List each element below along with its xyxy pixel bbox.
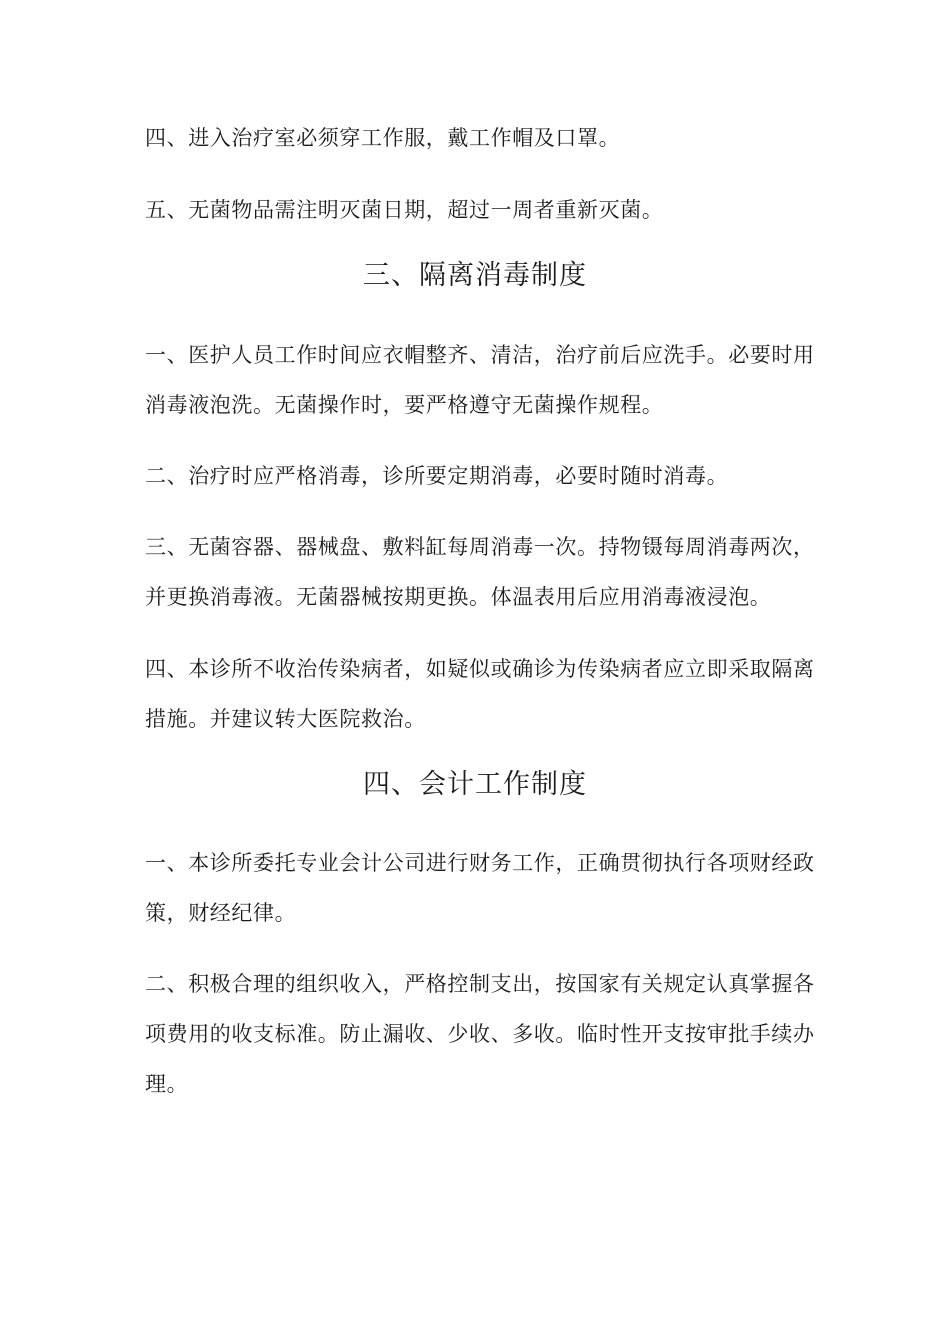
paragraph-line: 并更换消毒液。无菌器械按期更换。体温表用后应用消毒液浸泡。 — [145, 585, 772, 609]
paragraph-line: 一、医护人员工作时间应衣帽整齐、清洁，治疗前后应洗手。必要时用 — [145, 343, 815, 367]
section3-item-2 — [145, 451, 810, 501]
paragraph-line: 项费用的收支标准。防止漏收、少收、多收。临时性开支按审批手续办 — [145, 1022, 815, 1046]
section3-item-1 — [145, 330, 815, 430]
section3-item-3 — [145, 522, 815, 622]
paragraph-line: 二、积极合理的组织收入，严格控制支出，按国家有关规定认真掌握各 — [145, 972, 815, 996]
paragraph-line: 四、进入治疗室必须穿工作服，戴工作帽及口罩。 — [145, 126, 621, 150]
section2-item-4 — [145, 113, 810, 163]
paragraph-line: 二、治疗时应严格消毒，诊所要定期消毒，必要时随时消毒。 — [145, 464, 729, 488]
paragraph-line: 四、本诊所不收治传染病者，如疑似或确诊为传染病者应立即采取隔离 — [145, 657, 815, 681]
section4-title: 四、会计工作制度 — [363, 769, 587, 800]
section3-item-4 — [145, 644, 815, 744]
section4-item-2 — [145, 959, 815, 1109]
section3-title: 三、隔离消毒制度 — [363, 260, 587, 291]
paragraph-line: 理。 — [145, 1072, 189, 1096]
paragraph-line: 一、本诊所委托专业会计公司进行财务工作，正确贯彻执行各项财经政 — [145, 851, 815, 875]
paragraph-line: 五、无菌物品需注明灭菌日期，超过一周者重新灭菌。 — [145, 198, 664, 222]
paragraph-line: 措施。并建议转大医院救治。 — [145, 707, 426, 731]
paragraph-line: 消毒液泡洗。无菌操作时，要严格遵守无菌操作规程。 — [145, 393, 664, 417]
section4-item-1 — [145, 838, 815, 938]
section2-item-5 — [145, 185, 810, 235]
paragraph-line: 策，财经纪律。 — [145, 901, 297, 925]
paragraph-line: 三、无菌容器、器械盘、敷料缸每周消毒一次。持物镊每周消毒两次， — [145, 535, 815, 559]
